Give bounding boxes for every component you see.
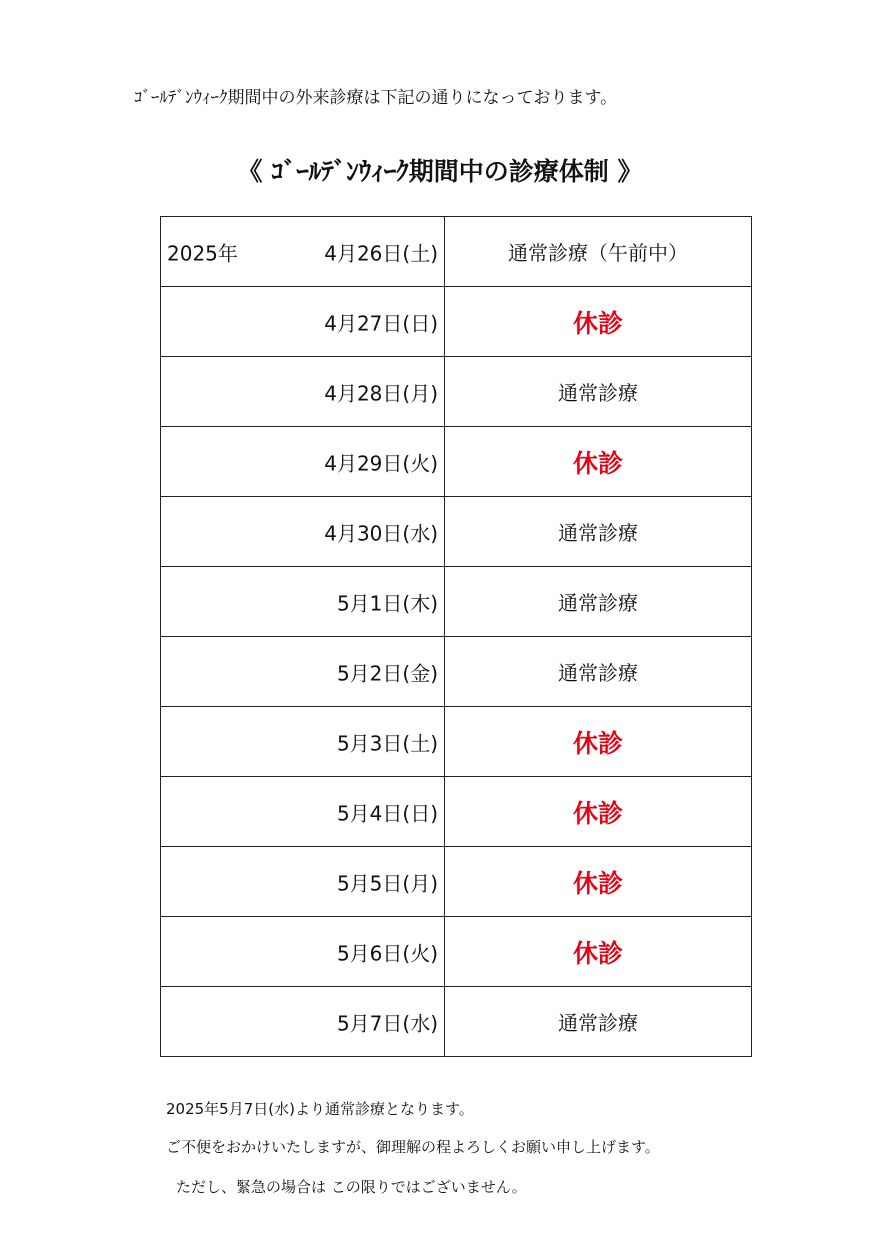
page-title: 《 ｺﾞｰﾙﾃﾞﾝｳｨｰｸ期間中の診療体制 》	[237, 157, 643, 186]
status-label: 休診	[572, 448, 623, 478]
status-cell	[445, 217, 752, 287]
status-cell	[445, 287, 752, 357]
date-cell	[161, 777, 445, 847]
date-label: 5月6日(火)	[336, 941, 438, 965]
resume-note: 2025年5月7日(水)より通常診療となります。	[166, 1100, 474, 1118]
date-cell	[161, 287, 445, 357]
table-row	[161, 637, 752, 707]
emergency-note: ただし、緊急の場合は この限りではございません。	[176, 1178, 527, 1196]
status-label: 通常診療（午前中）	[508, 241, 688, 265]
status-cell	[445, 357, 752, 427]
date-label: 4月30日(水)	[324, 521, 438, 545]
status-cell	[445, 707, 752, 777]
table-row	[161, 707, 752, 777]
date-label: 5月1日(木)	[336, 591, 438, 615]
status-cell	[445, 917, 752, 987]
status-label: 休診	[572, 868, 623, 898]
status-label: 休診	[572, 308, 623, 338]
status-cell	[445, 427, 752, 497]
status-label: 通常診療	[558, 1011, 638, 1035]
date-cell	[161, 567, 445, 637]
date-label: 5月3日(土)	[336, 731, 438, 755]
date-label: 4月27日(日)	[324, 311, 438, 335]
table-row	[161, 777, 752, 847]
date-cell	[161, 917, 445, 987]
table-row	[161, 847, 752, 917]
schedule-table	[160, 216, 752, 1057]
status-cell	[445, 847, 752, 917]
table-row	[161, 287, 752, 357]
status-cell	[445, 637, 752, 707]
table-row	[161, 567, 752, 637]
date-label: 4月26日(土)	[324, 241, 438, 265]
table-row	[161, 987, 752, 1057]
date-cell	[161, 987, 445, 1057]
date-cell	[161, 357, 445, 427]
status-cell	[445, 497, 752, 567]
status-cell	[445, 567, 752, 637]
status-label: 通常診療	[558, 591, 638, 615]
date-cell	[161, 217, 445, 287]
status-cell	[445, 987, 752, 1057]
date-cell	[161, 427, 445, 497]
table-row	[161, 497, 752, 567]
status-label: 休診	[572, 938, 623, 968]
status-label: 通常診療	[558, 381, 638, 405]
date-label: 5月4日(日)	[336, 801, 438, 825]
table-row	[161, 917, 752, 987]
date-label: 5月2日(金)	[336, 661, 438, 685]
status-cell	[445, 777, 752, 847]
date-label: 4月28日(月)	[324, 381, 438, 405]
table-row	[161, 217, 752, 287]
date-cell	[161, 847, 445, 917]
date-cell	[161, 707, 445, 777]
date-label: 4月29日(火)	[324, 451, 438, 475]
apology-note: ご不便をおかけいたしますが、御理解の程よろしくお願い申し上げます。	[166, 1138, 660, 1156]
year-label: 2025年	[167, 241, 238, 265]
date-label: 5月5日(月)	[336, 871, 438, 895]
status-label: 通常診療	[558, 521, 638, 545]
date-label: 5月7日(水)	[336, 1011, 438, 1035]
date-cell	[161, 497, 445, 567]
table-row	[161, 357, 752, 427]
intro-text: ｺﾞｰﾙﾃﾞﾝｳｨｰｸ期間中の外来診療は下記の通りになっております。	[134, 88, 618, 108]
table-row	[161, 427, 752, 497]
schedule-table-body	[161, 217, 752, 1057]
status-label: 通常診療	[558, 661, 638, 685]
status-label: 休診	[572, 728, 623, 758]
date-cell	[161, 637, 445, 707]
status-label: 休診	[572, 798, 623, 828]
